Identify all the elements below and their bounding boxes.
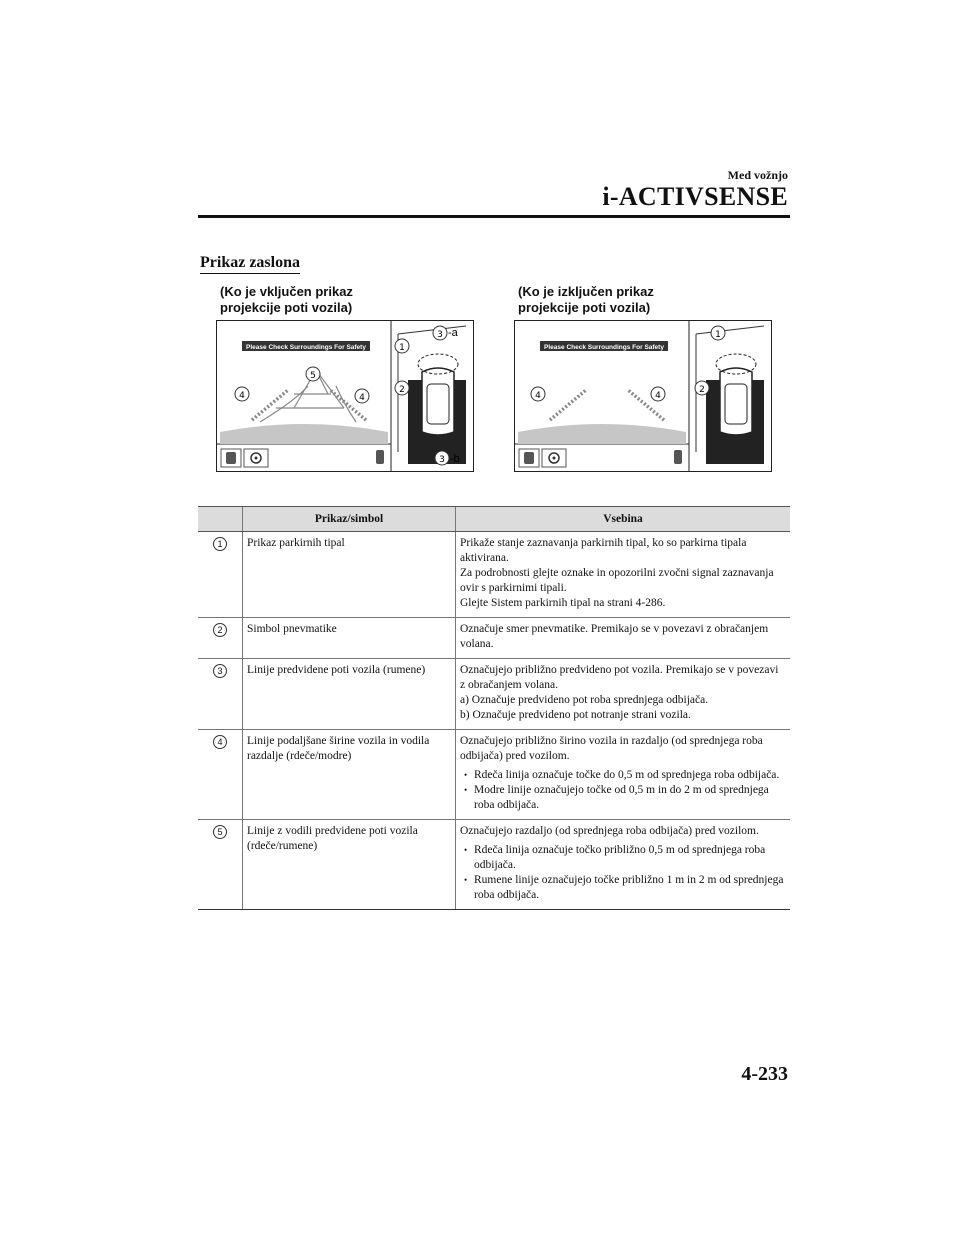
svg-text:4: 4 — [655, 391, 661, 401]
svg-text:1: 1 — [399, 343, 405, 353]
row-symbol: Linije predvidene poti vozila (rumene) — [243, 659, 456, 730]
left-caption-line-1: (Ko je vključen prikaz — [220, 284, 353, 299]
car-sensor-icon — [674, 450, 682, 464]
table-header-symbol: Prikaz/simbol — [243, 507, 456, 532]
row-number-badge: 4 — [213, 735, 227, 749]
callout-4-left — [531, 387, 545, 401]
left-figure-caption — [220, 284, 353, 316]
callout-1 — [711, 326, 725, 340]
table-row — [198, 618, 790, 659]
screen-diagram-without-projection — [514, 320, 772, 472]
svg-text:2: 2 — [699, 385, 705, 395]
svg-text:1: 1 — [715, 330, 721, 340]
svg-text:4: 4 — [535, 391, 541, 401]
table-row — [198, 820, 790, 910]
row-content: Označuje smer pnevmatike. Premikajo se v povezavi z obračanjem volana. — [456, 618, 791, 659]
callout-2 — [395, 381, 409, 395]
list-item: • Rdeča linija označuje točko približno 0,5 m od sprednjega roba odbijača. — [460, 843, 786, 873]
row-number-badge: 5 — [213, 825, 227, 839]
table-row — [198, 532, 790, 618]
header-rule — [198, 215, 790, 218]
callout-4-right — [355, 389, 369, 403]
list-item: • Rdeča linija označuje točke do 0,5 m od sprednjega roba odbijača. — [460, 768, 786, 783]
settings-gear-icon — [542, 449, 566, 467]
row-number-badge: 1 — [213, 537, 227, 551]
list-item: • Modre linije označujejo točke od 0,5 m in do 2 m od sprednjega roba odbijača. — [460, 783, 786, 813]
callout-1 — [395, 339, 409, 353]
svg-text:5: 5 — [310, 371, 316, 381]
list-item: • Rumene linije označujejo točke približno 1 m in 2 m od sprednjega roba odbijača. — [460, 873, 786, 903]
camera-view-icon — [221, 449, 241, 467]
svg-text:-a: -a — [448, 327, 458, 339]
callout-5 — [306, 367, 320, 381]
right-caption-line-1: (Ko je izključen prikaz — [518, 284, 654, 299]
svg-text:-b: -b — [450, 453, 460, 465]
callout-4-right — [651, 387, 665, 401]
svg-text:2: 2 — [399, 385, 405, 395]
page-number: 4-233 — [741, 1063, 788, 1085]
bullet-list — [460, 768, 786, 813]
table-row — [198, 659, 790, 730]
section-title: i-ACTIVSENSE — [602, 182, 788, 211]
callout-3b — [435, 451, 460, 465]
svg-text:3: 3 — [439, 455, 445, 465]
row-number-badge: 3 — [213, 664, 227, 678]
row-symbol: Prikaz parkirnih tipal — [243, 532, 456, 618]
row-content: Označujejo razdaljo (od sprednjega roba odbijača) pred vozilom. • Rdeča linija označuje točko približno 0,5 m od sprednjega roba odbijača. • Rumene linije označujejo točke približno 1 m in 2 m od sprednjega roba odbijača. — [456, 820, 791, 910]
chapter-title: Med vožnjo — [727, 168, 788, 182]
callout-4-left — [235, 387, 249, 401]
row-symbol: Simbol pnevmatike — [243, 618, 456, 659]
svg-text:3: 3 — [437, 330, 443, 340]
right-caption-line-2: projekcije poti vozila) — [518, 300, 651, 315]
car-sensor-icon — [376, 450, 384, 464]
left-caption-line-2: projekcije poti vozila) — [220, 300, 353, 315]
camera-view-icon — [519, 449, 539, 467]
subsection-title: Prikaz zaslona — [200, 254, 300, 274]
row-symbol: Linije z vodili predvidene poti vozila (rdeče/rumene) — [243, 820, 456, 910]
settings-gear-icon — [244, 449, 268, 467]
warning-banner-text: Please Check Surroundings For Safety — [544, 344, 664, 351]
screen-diagram-with-projection — [216, 320, 474, 472]
table-header-number — [198, 507, 243, 532]
svg-text:4: 4 — [359, 393, 365, 403]
warning-banner-text: Please Check Surroundings For Safety — [246, 344, 366, 351]
table-header-content: Vsebina — [456, 507, 791, 532]
callout-2 — [695, 381, 709, 395]
row-content: Prikaže stanje zaznavanja parkirnih tipal, ko so parkirna tipala aktivirana. Za podrobnosti glejte oznake in opozorilni zvočni signal zaznavanja ovir s parkirnimi tipali. Glejte Sistem parkirnih tipal na strani 4-286. — [456, 532, 791, 618]
row-symbol: Linije podaljšane širine vozila in vodila razdalje (rdeče/modre) — [243, 730, 456, 820]
row-content: Označujejo približno predvideno pot vozila. Premikajo se v povezavi z obračanjem volana. a) Označuje predvideno pot roba sprednjega odbijača. b) Označuje predvideno pot notranje strani vozila. — [456, 659, 791, 730]
table-header-row — [198, 507, 790, 532]
right-figure-caption — [518, 284, 654, 316]
svg-text:4: 4 — [239, 391, 245, 401]
row-content: Označujejo približno širino vozila in razdaljo (od sprednjega roba odbijača) pred vozilom. • Rdeča linija označuje točke do 0,5 m od sprednjega roba odbijača. • Modre linije označujejo točke od 0,5 m in do 2 m od sprednjega roba odbijača. — [456, 730, 791, 820]
row-number-badge: 2 — [213, 623, 227, 637]
table-row — [198, 730, 790, 820]
bullet-list — [460, 843, 786, 903]
display-symbol-table — [198, 506, 790, 910]
